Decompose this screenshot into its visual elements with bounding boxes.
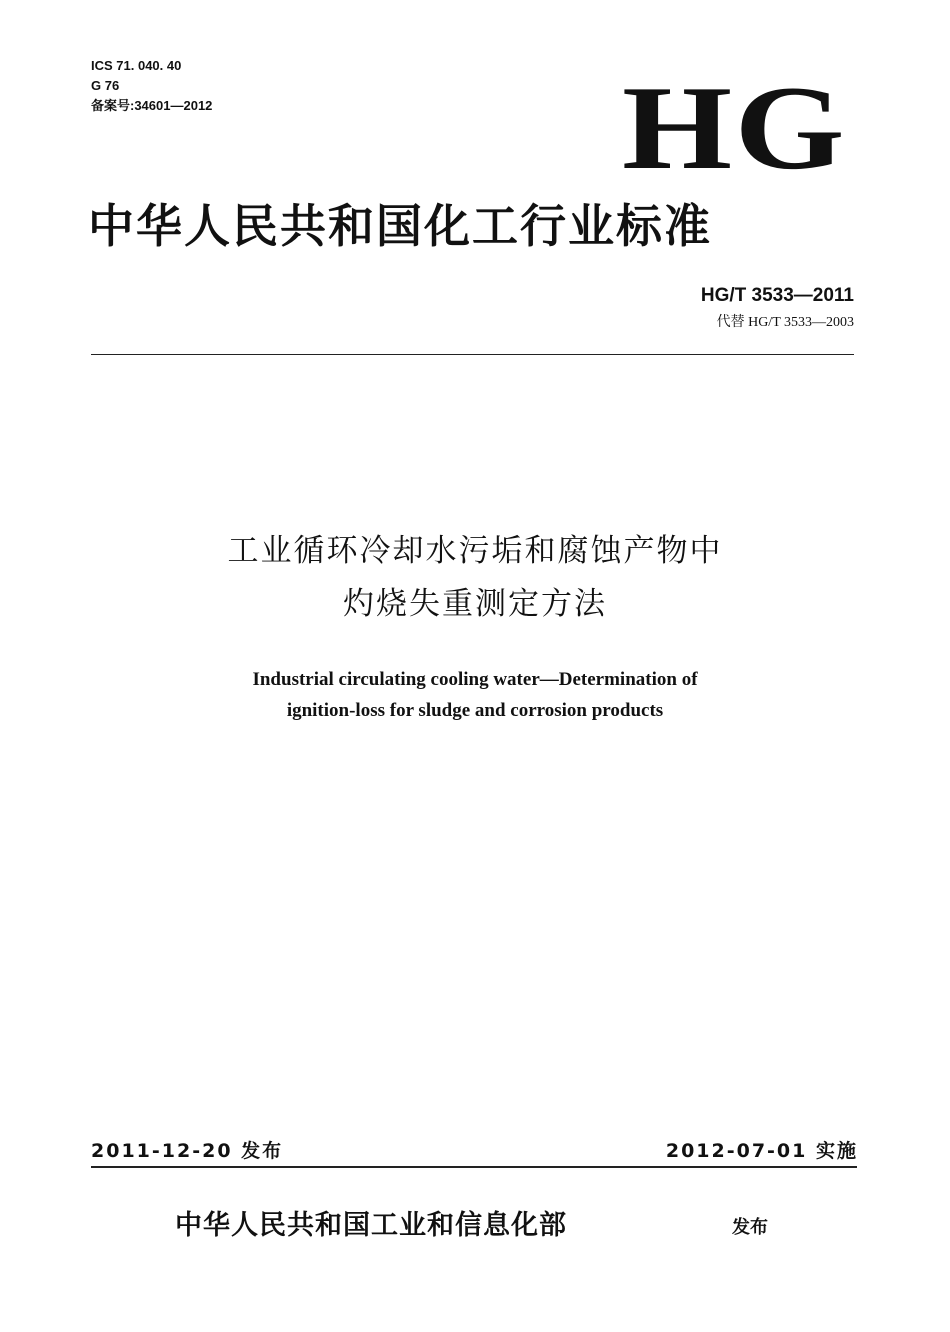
english-title-line-1: Industrial circulating cooling water—Determination of	[252, 669, 698, 690]
implementation-date: 2012-07-01 实施	[665, 1140, 858, 1162]
issue-date: 2011-12-20 发布	[91, 1140, 284, 1162]
chinese-title-line-2: 灼烧失重测定方法	[343, 586, 607, 622]
hg-logo: HG	[622, 61, 848, 194]
standard-number: HG/T 3533—2011	[700, 285, 854, 306]
standard-category-title: 中华人民共和国化工行业标准	[88, 199, 712, 253]
publish-label: 发布	[732, 1217, 768, 1238]
ics-code: ICS 71. 040. 40	[91, 58, 182, 73]
bottom-divider	[91, 1166, 857, 1168]
ccs-code: G 76	[91, 78, 120, 93]
filing-number: 备案号:34601—2012	[91, 98, 213, 113]
classification-block	[91, 56, 212, 116]
chinese-title-line-1: 工业循环冷却水污垢和腐蚀产物中	[227, 533, 723, 569]
english-title-line-2: ignition-loss for sludge and corrosion products	[286, 700, 664, 721]
top-divider	[91, 354, 854, 355]
replaces-standard: 代替 HG/T 3533—2003	[716, 315, 854, 330]
publisher-name: 中华人民共和国工业和信息化部	[175, 1210, 567, 1241]
